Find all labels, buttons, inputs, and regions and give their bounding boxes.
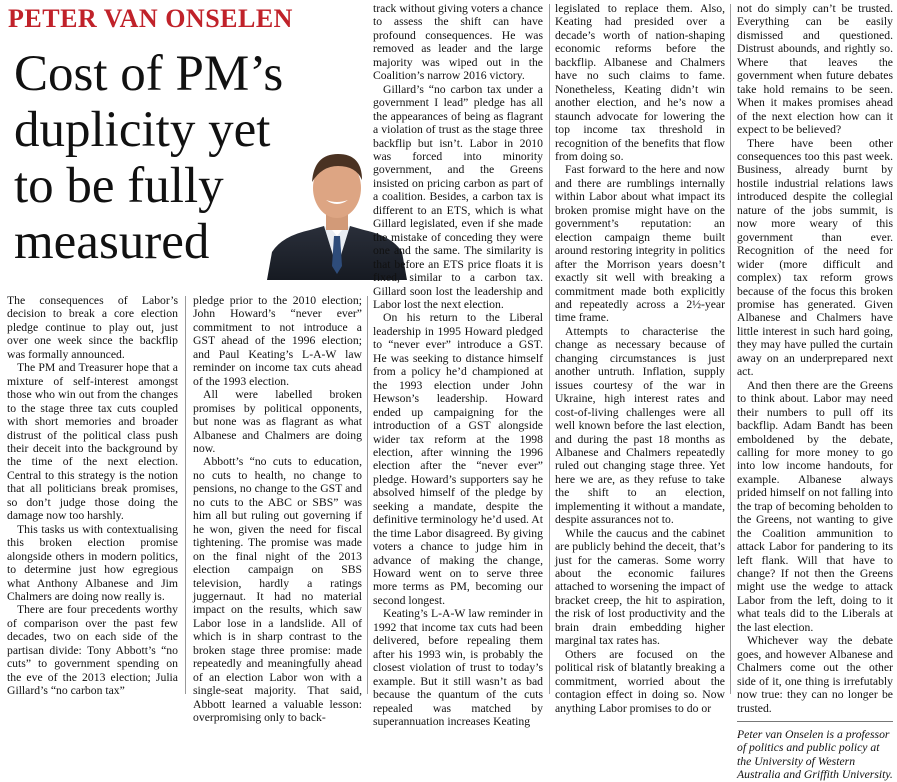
paragraph: And then there are the Greens to think about. Labor may need their numbers to pull off its backflip. Adam Bandt has been emboldened by the debate, calling for more money to go into low income handouts, for example. Albanese always prided himself on not falling into the trap of becoming beholden to the Greens, not wanting to give the Coalition ammunition to attack Labor for pandering to its left flank. Will that have to change? If not then the Greens might use the wedge to attack Labor from the left, doing to it what teals did to the Liberals at the last election.: [737, 378, 893, 634]
article-column-5: [737, 2, 893, 782]
paragraph: legislated to replace them. Also, Keating had presided over a decade’s worth of nation-shaping economic reforms before the backflip. Albanese and Chalmers have no such claims to fame. Nonetheless, Keating didn’t win another election, and he’s now a staunch advocate for lowering the top income tax threshold in recognition of the benefits that flow from doing so.: [555, 2, 725, 163]
paragraph: track without giving voters a chance to assess the shift can have profound consequences. He was removed as leader and the large majority was wiped out in the Coalition’s narrow 2016 victory.: [373, 2, 543, 83]
paragraph: Fast forward to the here and now and there are rumblings internally within Labor about what impact its broken promise might have on the government’s reputation: an election campaign theme built around restoring integrity in politics after the Morrison years doesn’t exactly sit well with breaking a commitment made both explicitly and repeatedly across a 2½-year time frame.: [555, 163, 725, 325]
author-bio: Peter van Onselen is a professor of politics and public policy at the University of Western Australia and Griffith University.: [737, 728, 893, 782]
paragraph: Keating’s L-A-W law reminder in 1992 that income tax cuts had been delivered, before repealing them after his 1993 win, is probably the closest violation of trust to today’s example. But it still wasn’t as bad because the quantum of the cuts repealed was matched by superannuation increases Keating: [373, 607, 543, 729]
paragraph: On his return to the Liberal leadership in 1995 Howard pledged to “never ever” introduce a GST. He was seeking to distance himself from a policy he’d championed at the 1993 election under John Hewson’s leadership. Howard ended up campaigning for the introduction of a GST alongside wider tax reform at the 1998 election, after winning the 1996 election after the “never ever” pledge. Howard’s supporters say he absolved himself of the pledge by seeking a mandate, despite the definitive terminology he’d used. At the time Labor disagreed. By giving voters a chance to judge him in advance of making the change, Howard went on to serve three more terms as PM, becoming our second longest.: [373, 311, 543, 607]
paragraph: There are four precedents worthy of comparison over the past few decades, two on each side of the partisan divide: Tony Abbott’s “no cuts” to government spending on the eve of the 2013 election; Julia Gillard’s “no carbon tax”: [7, 603, 178, 698]
paragraph: There have been other consequences too this past week. Business, already burnt by hostile industrial relations laws introduced despite the collegial nature of the jobs summit, is now more weary of this government than ever. Recognition of the need for wider (more difficult and complex) tax reform grows because of the focus this broken promise has generated. Given Albanese and Chalmers have little interest in such hard going, they may have pulled the curtain away on an underprepared next act.: [737, 136, 893, 379]
article-headline: Cost of PM’s duplicity yet to be fully measured: [14, 46, 284, 270]
column-divider: [367, 296, 368, 694]
paragraph: Others are focused on the political risk of blatantly breaking a commitment, worried about the contagion effect in doing so. Now anything Labor promises to do or: [555, 647, 725, 715]
paragraph: While the caucus and the cabinet are publicly behind the deceit, that’s just for the cameras. Some worry about the economic failures attached to worsening the impact of bracket creep, the hit to aspiration, the risk of lost productivity and the brain drain embedding higher marginal tax rates has.: [555, 526, 725, 648]
paragraph: Attempts to characterise the change as necessary because of changing circumstances is just another untruth. Inflation, supply issues courtesy of the war in Ukraine, high interest rates and cost-of-living challenges were all well known before the last election, and during the past 18 months as Albanese and Chalmers repeatedly ruled out changing stage three. Yet here we are, as they refuse to take the shift to an election, implementing it without a mandate, despite assurances not to.: [555, 324, 725, 527]
article-column-3: [373, 2, 543, 729]
paragraph: The consequences of Labor’s decision to break a core election pledge continue to play out, just over one week since the backflip was formally announced.: [7, 294, 178, 361]
column-divider: [730, 4, 731, 694]
bio-divider: [737, 721, 893, 722]
paragraph: Gillard’s “no carbon tax under a government I lead” pledge has all the appearances of being as flagrant a violation of trust as the stage three backflip but isn’t. Labor in 2010 was forced into minority government, and the Greens insisted on pricing carbon as part of a coalition. Besides, a carbon tax is different to an ETS, which is what Gillard legislated, even if she made the mistake of conceding they were one and the same. The similarity is that before an ETS price floats it is fixed, similar to a carbon tax. Gillard soon lost the leadership and Labor lost the next election.: [373, 82, 543, 311]
paragraph: The PM and Treasurer hope that a mixture of self-interest amongst those who win out from the changes to the stage three tax cuts coupled with short memories and broader distrust of the political class push their deceit into the background by the time of the next election. Central to this strategy is the notion that all politicians break promises, so don’t judge those doing the damage now too harshly.: [7, 361, 178, 523]
paragraph: Abbott’s “no cuts to education, no cuts to health, no change to pensions, no change to the GST and no cuts to the ABC or SBS” was him all but ruling out governing if he won, given the need for fiscal tightening. The promise was made on the final night of the 2013 election campaign on SBS television, hardly a ratings juggernaut. It had no material impact on the results, which saw Labor lose in a landslide. All of which is in sharp contrast to the broken stage three promise: made repeatedly and meaningfully ahead of an election Labor won with a single-seat majority. That said, Abbott learned a valuable lesson: overpromising only to back-: [193, 455, 362, 725]
column-divider: [549, 4, 550, 694]
paragraph: not do simply can’t be trusted. Everything can be easily dismissed and questioned. Distrust abounds, and rightly so. Where that leaves the government when future debates take hold remains to be seen. When it makes promises ahead of the next election how can it expect to be believed?: [737, 2, 893, 137]
column-divider: [185, 296, 186, 694]
paragraph: All were labelled broken promises by political opponents, but none was as flagrant as what Albanese and Chalmers are doing now.: [193, 388, 362, 455]
article-column-1: [7, 294, 178, 698]
author-byline: PETER VAN ONSELEN: [8, 4, 293, 33]
article-column-2: [193, 294, 362, 725]
article-column-4: [555, 2, 725, 715]
paragraph: This tasks us with contextualising this broken election promise alongside others in modern politics, to determine just how egregious what Anthony Albanese and Jim Chalmers are doing now really is.: [7, 522, 178, 603]
paragraph: Whichever way the debate goes, and however Albanese and Chalmers come out the other side of it, one thing is irrefutably now true: they can no longer be trusted.: [737, 634, 893, 715]
paragraph: pledge prior to the 2010 election; John Howard’s “never ever” commitment to not introduce a GST ahead of the 1996 election; and Paul Keating’s L-A-W law reminder on income tax cuts ahead of the 1993 election.: [193, 294, 362, 388]
